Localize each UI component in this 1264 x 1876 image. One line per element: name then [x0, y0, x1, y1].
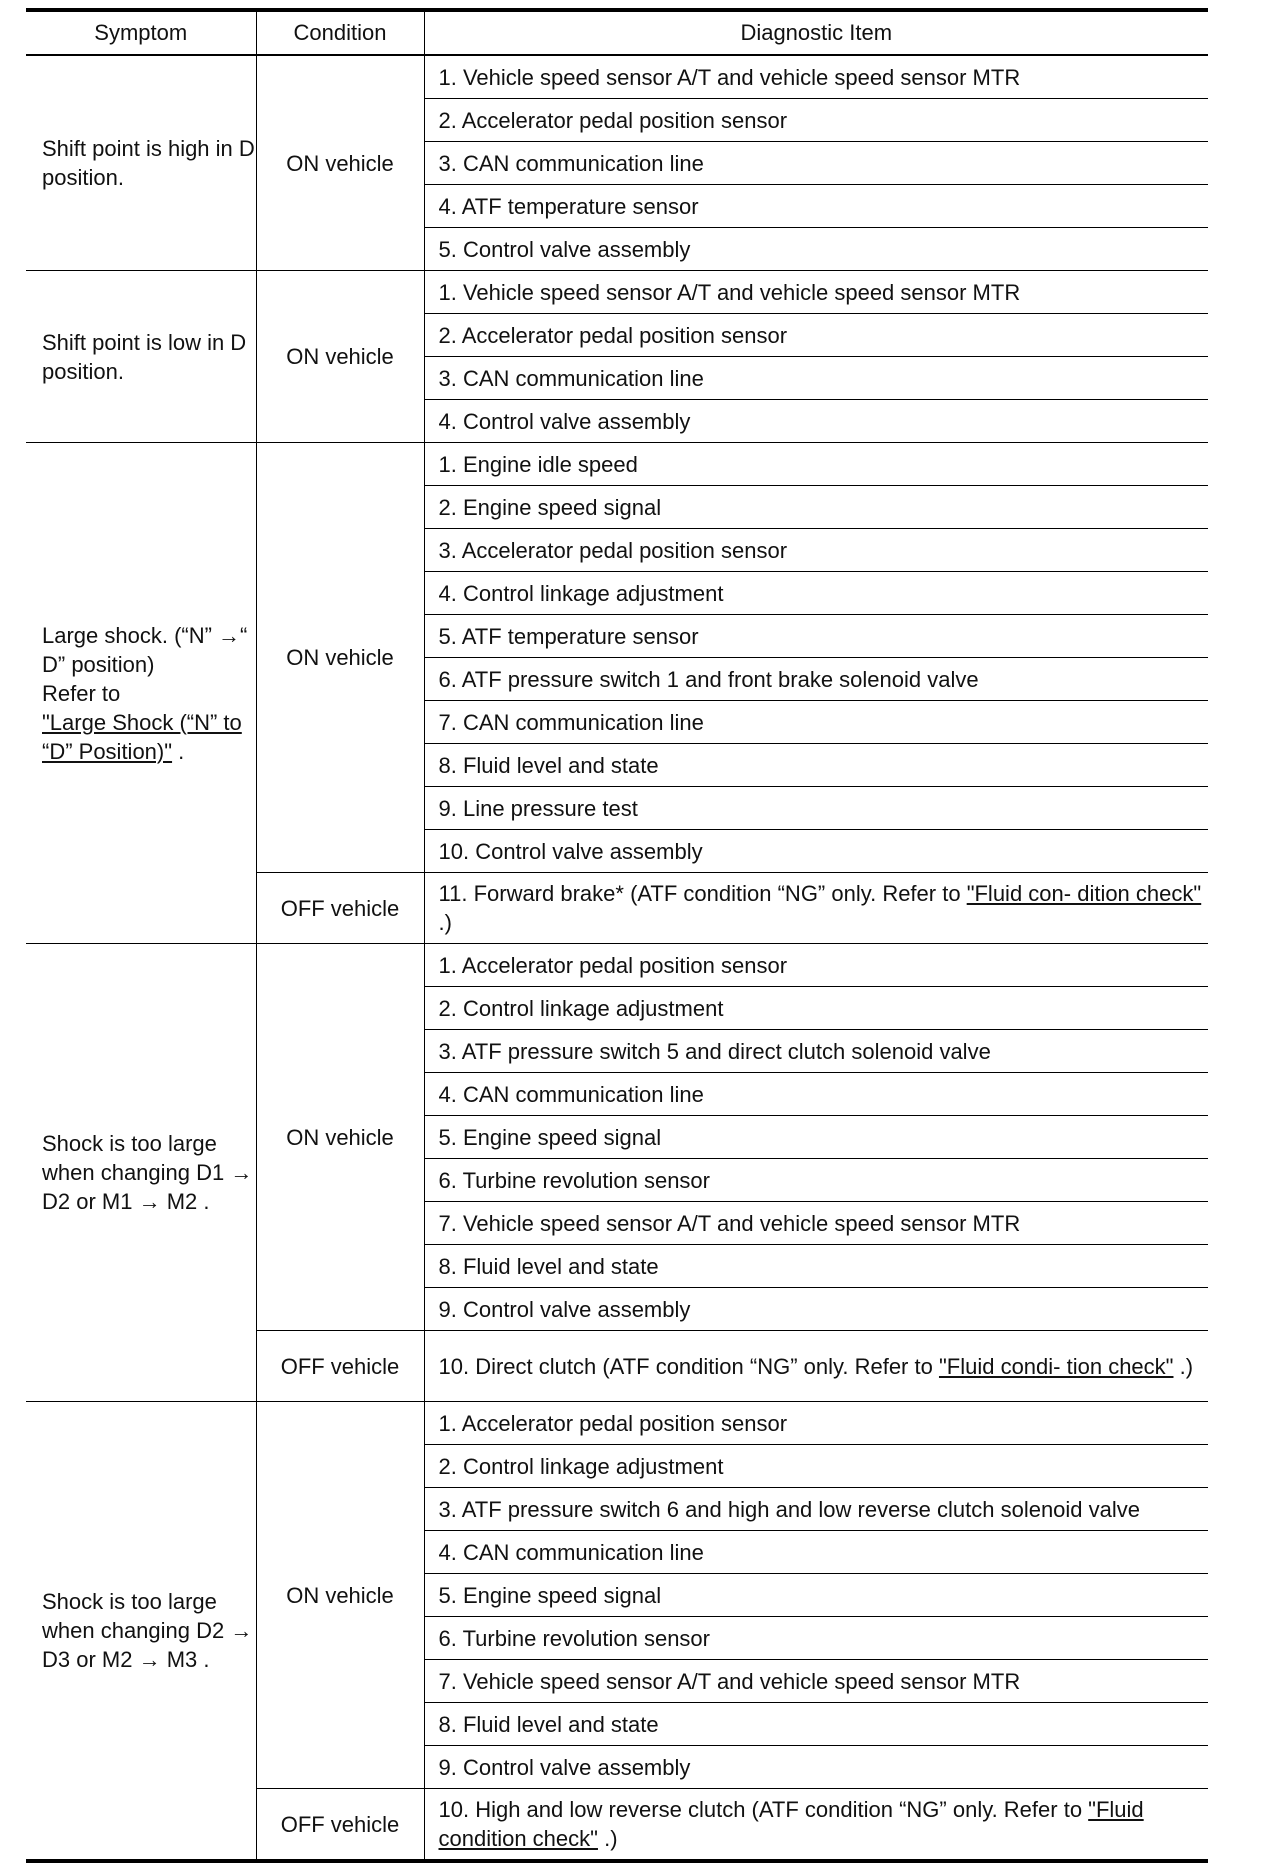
diagnostic-item-suffix: .)	[1173, 1353, 1194, 1379]
diagnostic-item-text: 6. Turbine revolution sensor	[438, 1167, 710, 1193]
diagnostic-item	[424, 228, 1208, 271]
diagnostic-item	[424, 658, 1208, 701]
diagnostic-item-text: 10. High and low reverse clutch (ATF condition “NG” only. Refer to	[438, 1797, 1089, 1822]
fluid-condition-check-link[interactable]: "Fluid con- dition check"	[966, 881, 1202, 906]
diagnostic-item-text: 5. Engine speed signal	[438, 1124, 662, 1150]
symptom-cell	[26, 1402, 256, 1862]
diagnostic-item-text: 4. Control linkage adjustment	[438, 580, 724, 606]
diagnostic-item	[424, 1531, 1208, 1574]
diagnostic-item	[424, 271, 1208, 314]
diagnostic-item	[424, 1073, 1208, 1116]
diagnostic-item	[424, 443, 1208, 486]
table-row	[26, 443, 1208, 486]
diagnostic-item-text: 8. Fluid level and state	[438, 1253, 659, 1279]
diagnostic-item-text: 3. CAN communication line	[438, 150, 704, 176]
diagnostic-item	[424, 615, 1208, 658]
condition-cell	[256, 55, 424, 271]
symptom-cell	[26, 443, 256, 944]
diagnostic-item-text: 4. ATF temperature sensor	[438, 193, 699, 219]
diagnostic-item-text: 2. Control linkage adjustment	[438, 1453, 724, 1479]
diagnostic-item	[424, 55, 1208, 99]
symptom-suffix: .	[172, 738, 185, 764]
condition-text: ON vehicle	[286, 1582, 394, 1608]
condition-text: ON vehicle	[286, 1124, 394, 1150]
diagnostic-item-text: 11. Forward brake* (ATF condition “NG” only. Refer to	[438, 881, 967, 906]
fluid-condition-check-link[interactable]: "Fluid condition check"	[438, 1797, 1144, 1851]
diagnostic-item	[424, 1617, 1208, 1660]
diagnostic-item-text: 3. CAN communication line	[438, 365, 704, 391]
diagnostic-item	[424, 1159, 1208, 1202]
symptom-text: Shock is too large when changing D1 → D2 or M1 → M2 .	[42, 1131, 253, 1214]
diagnostic-item-text: 10. Control valve assembly	[438, 838, 703, 864]
diagnostic-item-text: 6. Turbine revolution sensor	[438, 1625, 710, 1651]
diagnostic-item-text: 1. Vehicle speed sensor A/T and vehicle speed sensor MTR	[438, 279, 1021, 305]
diagnostic-item	[424, 99, 1208, 142]
condition-text: ON vehicle	[286, 150, 394, 176]
diagnostic-item	[424, 529, 1208, 572]
condition-cell	[256, 1331, 424, 1402]
diagnostic-item	[424, 1116, 1208, 1159]
condition-cell	[256, 1789, 424, 1862]
diagnostic-item	[424, 701, 1208, 744]
fluid-condition-check-link[interactable]: "Fluid condi- tion check"	[938, 1353, 1174, 1379]
condition-text: OFF vehicle	[280, 1811, 400, 1837]
diagnosis-table-container	[26, 8, 1208, 1863]
diagnostic-item-text: 7. Vehicle speed sensor A/T and vehicle speed sensor MTR	[438, 1668, 1021, 1694]
diagnostic-item-text: 2. Accelerator pedal position sensor	[438, 322, 788, 348]
diagnostic-item	[424, 744, 1208, 787]
diagnostic-item	[424, 944, 1208, 987]
diagnostic-item-text: 9. Line pressure test	[438, 795, 638, 821]
diagnostic-item-text: 1. Accelerator pedal position sensor	[438, 1410, 788, 1436]
diagnostic-item-text: 1. Accelerator pedal position sensor	[438, 952, 788, 978]
symptom-text: Shift point is low in D position.	[42, 329, 247, 384]
diagnostic-item	[424, 830, 1208, 873]
diagnostic-item	[424, 987, 1208, 1030]
condition-text: OFF vehicle	[280, 895, 400, 921]
diagnostic-item-text: 5. ATF temperature sensor	[438, 623, 699, 649]
diagnostic-item	[424, 787, 1208, 830]
diagnostic-item-text: 4. CAN communication line	[438, 1081, 704, 1107]
diagnostic-item	[424, 1331, 1208, 1402]
diagnostic-item-text: 1. Engine idle speed	[438, 451, 638, 477]
diagnostic-item-text: 9. Control valve assembly	[438, 1296, 691, 1322]
diagnostic-item-text: 2. Accelerator pedal position sensor	[438, 107, 788, 133]
diagnostic-item-suffix: .)	[597, 1826, 618, 1851]
diagnostic-item	[424, 1746, 1208, 1789]
header-condition: Condition	[256, 10, 424, 55]
diagnostic-item	[424, 1660, 1208, 1703]
diagnostic-item	[424, 357, 1208, 400]
diagnostic-item	[424, 1402, 1208, 1445]
condition-text: ON vehicle	[286, 645, 394, 670]
diagnostic-item	[424, 1030, 1208, 1073]
table-body	[26, 55, 1208, 1861]
diagnostic-item	[424, 1288, 1208, 1331]
diagnostic-item	[424, 873, 1208, 944]
diagnostic-item	[424, 486, 1208, 529]
diagnostic-item-text: 4. CAN communication line	[438, 1539, 704, 1565]
diagnostic-item-text: 3. ATF pressure switch 6 and high and low reverse clutch solenoid valve	[438, 1496, 1141, 1522]
condition-cell	[256, 873, 424, 944]
condition-text: ON vehicle	[286, 344, 394, 369]
diagnostic-item-text: 8. Fluid level and state	[438, 752, 659, 778]
diagnostic-item	[424, 400, 1208, 443]
large-shock-link[interactable]: "Large Shock (“N” to “D” Position)"	[42, 709, 242, 764]
diagnostic-item-text: 8. Fluid level and state	[438, 1711, 659, 1737]
symptom-cell	[26, 271, 256, 443]
diagnostic-item	[424, 314, 1208, 357]
condition-cell	[256, 271, 424, 443]
diagnostic-item	[424, 185, 1208, 228]
header-diagnostic-item: Diagnostic Item	[424, 10, 1208, 55]
diagnostic-item	[424, 1202, 1208, 1245]
symptom-text: Shock is too large when changing D2 → D3 or M2 → M3 .	[42, 1589, 253, 1672]
condition-cell	[256, 944, 424, 1331]
diagnosis-table	[26, 8, 1208, 1863]
condition-text: OFF vehicle	[280, 1353, 400, 1379]
symptom-cell	[26, 55, 256, 271]
diagnostic-item-text: 3. ATF pressure switch 5 and direct clutch solenoid valve	[438, 1038, 991, 1064]
header-symptom: Symptom	[26, 10, 256, 55]
condition-cell	[256, 1402, 424, 1789]
diagnostic-item-text: 4. Control valve assembly	[438, 408, 691, 434]
symptom-cell	[26, 944, 256, 1402]
diagnostic-item-text: 2. Control linkage adjustment	[438, 995, 724, 1021]
diagnostic-item-text: 5. Engine speed signal	[438, 1582, 662, 1608]
diagnostic-item-text: 3. Accelerator pedal position sensor	[438, 537, 788, 563]
diagnostic-item	[424, 1789, 1208, 1862]
diagnostic-item-text: 7. CAN communication line	[438, 709, 704, 735]
diagnostic-item-text: 10. Direct clutch (ATF condition “NG” only. Refer to	[438, 1353, 939, 1379]
diagnostic-item	[424, 1488, 1208, 1531]
diagnostic-item	[424, 142, 1208, 185]
diagnostic-item	[424, 572, 1208, 615]
diagnostic-item-suffix: .)	[438, 910, 452, 935]
diagnostic-item	[424, 1445, 1208, 1488]
diagnostic-item-text: 5. Control valve assembly	[438, 236, 691, 262]
diagnostic-item	[424, 1245, 1208, 1288]
table-row	[26, 55, 1208, 99]
diagnostic-item-text: 9. Control valve assembly	[438, 1754, 691, 1780]
diagnostic-item	[424, 1703, 1208, 1746]
symptom-refer: Refer to	[42, 680, 121, 706]
table-header-row	[26, 10, 1208, 55]
condition-cell	[256, 443, 424, 873]
diagnostic-item-text: 6. ATF pressure switch 1 and front brake solenoid valve	[438, 666, 979, 692]
symptom-text: Large shock. (“N” →“ D” position)	[42, 622, 248, 677]
diagnostic-item	[424, 1574, 1208, 1617]
diagnostic-item-text: 1. Vehicle speed sensor A/T and vehicle speed sensor MTR	[438, 64, 1021, 90]
table-row	[26, 1402, 1208, 1445]
table-row	[26, 944, 1208, 987]
symptom-text: Shift point is high in D position.	[42, 136, 255, 190]
diagnostic-item-text: 2. Engine speed signal	[438, 494, 662, 520]
diagnostic-item-text: 7. Vehicle speed sensor A/T and vehicle speed sensor MTR	[438, 1210, 1021, 1236]
table-row	[26, 271, 1208, 314]
